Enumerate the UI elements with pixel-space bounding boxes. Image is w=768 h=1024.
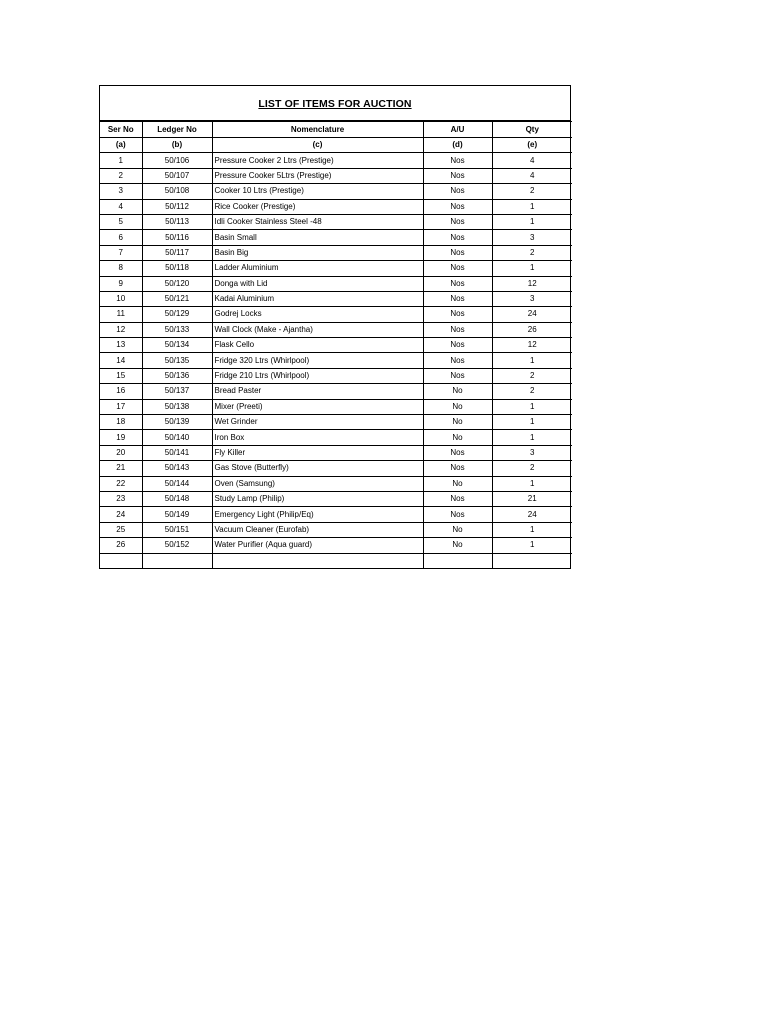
table-row xyxy=(100,307,572,322)
cell-qty: 24 xyxy=(492,507,572,522)
cell-ledger-no: 50/106 xyxy=(142,153,212,168)
cell-au: No xyxy=(423,522,492,537)
cell-nomenclature: Godrej Locks xyxy=(212,307,423,322)
subheader-b: (b) xyxy=(142,138,212,153)
title-row xyxy=(100,86,570,121)
table-row xyxy=(100,445,572,460)
cell-ser-no: 3 xyxy=(100,184,142,199)
table-row xyxy=(100,430,572,445)
cell-ser-no: 13 xyxy=(100,338,142,353)
subheader-c: (c) xyxy=(212,138,423,153)
table-row xyxy=(100,553,572,568)
cell-ser-no: 17 xyxy=(100,399,142,414)
cell-qty: 3 xyxy=(492,230,572,245)
cell-qty: 21 xyxy=(492,491,572,506)
table-row xyxy=(100,384,572,399)
cell-ledger-no: 50/118 xyxy=(142,261,212,276)
cell-qty: 24 xyxy=(492,307,572,322)
cell-ser-no: 5 xyxy=(100,214,142,229)
cell-nomenclature: Fridge 320 Ltrs (Whirlpool) xyxy=(212,353,423,368)
table-row xyxy=(100,399,572,414)
subheader-row xyxy=(100,138,572,153)
table-row xyxy=(100,476,572,491)
cell-qty: 1 xyxy=(492,214,572,229)
cell-ser-no: 26 xyxy=(100,538,142,553)
cell-qty: 1 xyxy=(492,261,572,276)
cell-nomenclature: Basin Small xyxy=(212,230,423,245)
cell-ledger-no: 50/144 xyxy=(142,476,212,491)
cell-au: Nos xyxy=(423,153,492,168)
cell-ser-no: 8 xyxy=(100,261,142,276)
table-row xyxy=(100,338,572,353)
cell-qty: 1 xyxy=(492,353,572,368)
cell-au: No xyxy=(423,384,492,399)
cell-au: No xyxy=(423,538,492,553)
table-row xyxy=(100,415,572,430)
cell-nomenclature: Fly Killer xyxy=(212,445,423,460)
subheader-e: (e) xyxy=(492,138,572,153)
cell-ser-no: 16 xyxy=(100,384,142,399)
cell-ser-no: 11 xyxy=(100,307,142,322)
header-ledger-no: Ledger No xyxy=(142,122,212,138)
cell-au: Nos xyxy=(423,353,492,368)
cell-au: Nos xyxy=(423,276,492,291)
cell-ser-no: 22 xyxy=(100,476,142,491)
cell-ledger-no: 50/149 xyxy=(142,507,212,522)
cell-qty: 4 xyxy=(492,168,572,183)
cell-au: Nos xyxy=(423,368,492,383)
table-row xyxy=(100,461,572,476)
cell-qty: 1 xyxy=(492,538,572,553)
cell-ledger-no: 50/134 xyxy=(142,338,212,353)
cell-nomenclature: Wall Clock (Make - Ajantha) xyxy=(212,322,423,337)
cell-qty: 4 xyxy=(492,153,572,168)
table-row xyxy=(100,168,572,183)
cell-ser-no: 20 xyxy=(100,445,142,460)
page-title: LIST OF ITEMS FOR AUCTION xyxy=(258,98,412,110)
cell-nomenclature: Cooker 10 Ltrs (Prestige) xyxy=(212,184,423,199)
header-au: A/U xyxy=(423,122,492,138)
table-row xyxy=(100,276,572,291)
cell-ledger-no: 50/112 xyxy=(142,199,212,214)
cell-nomenclature: Pressure Cooker 5Ltrs (Prestige) xyxy=(212,168,423,183)
header-qty: Qty xyxy=(492,122,572,138)
cell-nomenclature: Fridge 210 Ltrs (Whirlpool) xyxy=(212,368,423,383)
cell-nomenclature: Iron Box xyxy=(212,430,423,445)
cell-qty: 1 xyxy=(492,476,572,491)
cell-au xyxy=(423,553,492,568)
cell-ser-no: 4 xyxy=(100,199,142,214)
items-table xyxy=(100,121,572,568)
cell-ser-no: 10 xyxy=(100,291,142,306)
cell-au: No xyxy=(423,415,492,430)
cell-ser-no: 19 xyxy=(100,430,142,445)
cell-ledger-no: 50/139 xyxy=(142,415,212,430)
cell-nomenclature: Mixer (Preeti) xyxy=(212,399,423,414)
cell-qty: 26 xyxy=(492,322,572,337)
cell-qty: 2 xyxy=(492,461,572,476)
cell-nomenclature: Rice Cooker (Prestige) xyxy=(212,199,423,214)
cell-nomenclature xyxy=(212,553,423,568)
cell-ser-no: 6 xyxy=(100,230,142,245)
cell-nomenclature: Ladder Aluminium xyxy=(212,261,423,276)
cell-ser-no: 7 xyxy=(100,245,142,260)
cell-au: Nos xyxy=(423,291,492,306)
cell-qty: 2 xyxy=(492,384,572,399)
cell-nomenclature: Water Purifier (Aqua guard) xyxy=(212,538,423,553)
cell-qty: 1 xyxy=(492,522,572,537)
cell-qty: 3 xyxy=(492,291,572,306)
cell-qty: 1 xyxy=(492,430,572,445)
cell-nomenclature: Emergency Light (Philip/Eq) xyxy=(212,507,423,522)
table-row xyxy=(100,322,572,337)
cell-au: Nos xyxy=(423,491,492,506)
cell-ledger-no: 50/137 xyxy=(142,384,212,399)
cell-nomenclature: Wet Grinder xyxy=(212,415,423,430)
cell-au: Nos xyxy=(423,214,492,229)
table-row xyxy=(100,261,572,276)
cell-nomenclature: Study Lamp (Philip) xyxy=(212,491,423,506)
cell-ser-no: 9 xyxy=(100,276,142,291)
cell-au: Nos xyxy=(423,199,492,214)
cell-nomenclature: Basin Big xyxy=(212,245,423,260)
cell-ledger-no: 50/136 xyxy=(142,368,212,383)
cell-au: Nos xyxy=(423,184,492,199)
table-row xyxy=(100,368,572,383)
auction-list-sheet xyxy=(99,85,571,569)
cell-ledger-no: 50/113 xyxy=(142,214,212,229)
cell-qty: 2 xyxy=(492,368,572,383)
cell-ser-no: 2 xyxy=(100,168,142,183)
cell-au: Nos xyxy=(423,322,492,337)
cell-ledger-no: 50/117 xyxy=(142,245,212,260)
cell-ledger-no: 50/121 xyxy=(142,291,212,306)
cell-ser-no: 23 xyxy=(100,491,142,506)
header-ser-no: Ser No xyxy=(100,122,142,138)
cell-ser-no: 14 xyxy=(100,353,142,368)
table-row xyxy=(100,199,572,214)
cell-qty: 1 xyxy=(492,415,572,430)
cell-ser-no: 15 xyxy=(100,368,142,383)
table-row xyxy=(100,507,572,522)
cell-qty: 2 xyxy=(492,245,572,260)
cell-ser-no: 18 xyxy=(100,415,142,430)
items-table-body xyxy=(100,153,572,568)
cell-ser-no xyxy=(100,553,142,568)
table-row xyxy=(100,230,572,245)
header-nomenclature: Nomenclature xyxy=(212,122,423,138)
cell-nomenclature: Gas Stove (Butterfly) xyxy=(212,461,423,476)
cell-nomenclature: Oven (Samsung) xyxy=(212,476,423,491)
cell-qty: 12 xyxy=(492,338,572,353)
cell-nomenclature: Flask Cello xyxy=(212,338,423,353)
cell-au: Nos xyxy=(423,245,492,260)
table-row xyxy=(100,353,572,368)
cell-qty: 1 xyxy=(492,399,572,414)
cell-ledger-no: 50/148 xyxy=(142,491,212,506)
cell-ser-no: 25 xyxy=(100,522,142,537)
table-row xyxy=(100,491,572,506)
cell-ledger-no: 50/143 xyxy=(142,461,212,476)
cell-au: No xyxy=(423,476,492,491)
cell-ser-no: 21 xyxy=(100,461,142,476)
table-row xyxy=(100,245,572,260)
cell-ledger-no: 50/141 xyxy=(142,445,212,460)
cell-nomenclature: Vacuum Cleaner (Eurofab) xyxy=(212,522,423,537)
cell-nomenclature: Bread Paster xyxy=(212,384,423,399)
cell-ledger-no: 50/108 xyxy=(142,184,212,199)
table-row xyxy=(100,184,572,199)
table-row xyxy=(100,291,572,306)
cell-ser-no: 1 xyxy=(100,153,142,168)
cell-ledger-no: 50/120 xyxy=(142,276,212,291)
cell-nomenclature: Pressure Cooker 2 Ltrs (Prestige) xyxy=(212,153,423,168)
cell-qty: 2 xyxy=(492,184,572,199)
header-row xyxy=(100,122,572,138)
cell-qty: 1 xyxy=(492,199,572,214)
cell-qty: 3 xyxy=(492,445,572,460)
cell-ledger-no: 50/129 xyxy=(142,307,212,322)
cell-ledger-no: 50/133 xyxy=(142,322,212,337)
cell-ledger-no: 50/138 xyxy=(142,399,212,414)
cell-au: Nos xyxy=(423,507,492,522)
cell-ledger-no: 50/116 xyxy=(142,230,212,245)
cell-au: Nos xyxy=(423,338,492,353)
cell-au: Nos xyxy=(423,261,492,276)
cell-ser-no: 12 xyxy=(100,322,142,337)
cell-au: Nos xyxy=(423,307,492,322)
cell-nomenclature: Donga with Lid xyxy=(212,276,423,291)
table-row xyxy=(100,214,572,229)
subheader-d: (d) xyxy=(423,138,492,153)
cell-au: Nos xyxy=(423,461,492,476)
table-row xyxy=(100,522,572,537)
cell-qty: 12 xyxy=(492,276,572,291)
table-row xyxy=(100,153,572,168)
table-row xyxy=(100,538,572,553)
cell-ser-no: 24 xyxy=(100,507,142,522)
cell-nomenclature: Kadai Aluminium xyxy=(212,291,423,306)
cell-au: No xyxy=(423,399,492,414)
cell-ledger-no xyxy=(142,553,212,568)
cell-ledger-no: 50/152 xyxy=(142,538,212,553)
subheader-a: (a) xyxy=(100,138,142,153)
cell-nomenclature: Idli Cooker Stainless Steel -48 xyxy=(212,214,423,229)
cell-ledger-no: 50/107 xyxy=(142,168,212,183)
cell-ledger-no: 50/151 xyxy=(142,522,212,537)
cell-au: Nos xyxy=(423,445,492,460)
cell-au: Nos xyxy=(423,230,492,245)
cell-au: No xyxy=(423,430,492,445)
cell-au: Nos xyxy=(423,168,492,183)
cell-qty xyxy=(492,553,572,568)
cell-ledger-no: 50/140 xyxy=(142,430,212,445)
cell-ledger-no: 50/135 xyxy=(142,353,212,368)
